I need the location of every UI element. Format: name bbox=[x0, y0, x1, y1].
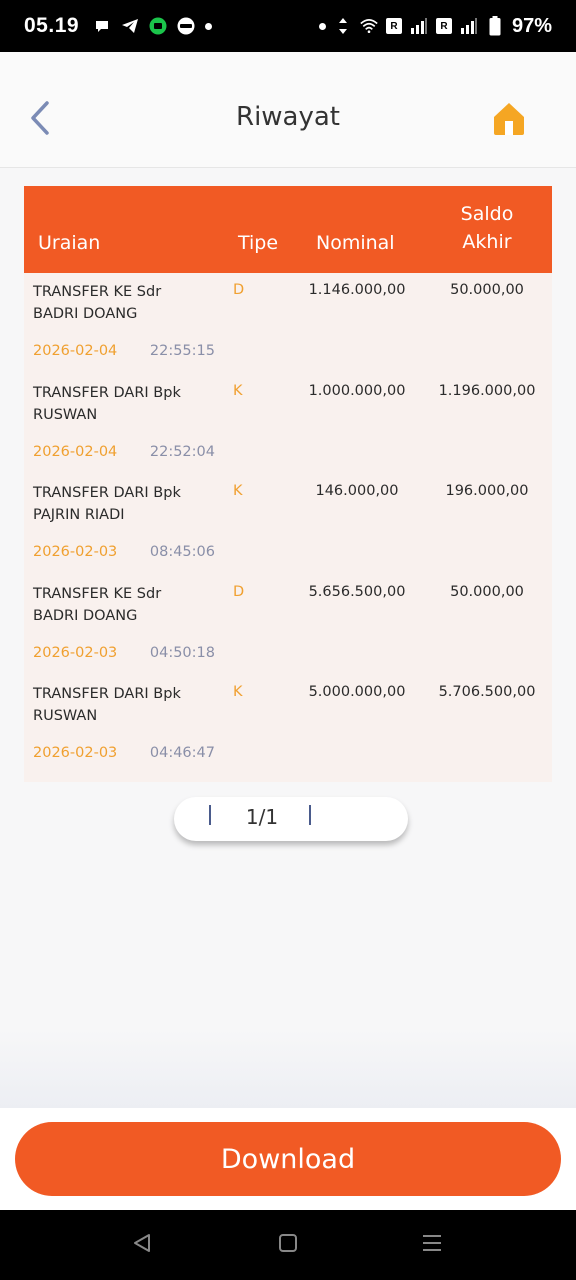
next-page-button[interactable] bbox=[308, 805, 312, 829]
system-icons bbox=[319, 15, 552, 38]
home-button[interactable] bbox=[490, 102, 528, 140]
bottom-fade bbox=[0, 1030, 576, 1110]
row-nominal: 1.000.000,00 bbox=[308, 382, 406, 399]
row-nominal: 1.146.000,00 bbox=[308, 282, 406, 298]
column-header-uraian: Uraian bbox=[38, 232, 101, 254]
row-saldo: 50.000,00 bbox=[450, 583, 524, 600]
row-saldo: 5.706.500,00 bbox=[438, 684, 536, 700]
row-time: 04:50:18 bbox=[149, 644, 215, 661]
table-header bbox=[24, 186, 552, 273]
nav-recents-button[interactable] bbox=[419, 1232, 445, 1258]
row-type: D bbox=[233, 282, 245, 298]
home-icon bbox=[493, 102, 525, 140]
dot-icon bbox=[205, 23, 212, 30]
column-header-saldo-akhir: Saldo Akhir bbox=[460, 203, 514, 253]
row-saldo: 1.196.000,00 bbox=[438, 382, 536, 399]
notification-icons bbox=[93, 17, 212, 35]
page-indicator: 1/1 bbox=[245, 805, 279, 829]
signal-icon bbox=[460, 17, 478, 35]
table-row[interactable] bbox=[24, 273, 552, 374]
table-row[interactable] bbox=[24, 374, 552, 475]
row-date: 2026-02-03 bbox=[33, 544, 118, 560]
history-table bbox=[24, 186, 552, 782]
table-row[interactable] bbox=[24, 474, 552, 575]
column-header-nominal: Nominal bbox=[316, 232, 395, 254]
row-date: 2026-02-04 bbox=[33, 443, 118, 460]
row-nominal: 5.656.500,00 bbox=[308, 583, 406, 600]
battery-icon bbox=[486, 17, 504, 35]
row-description: TRANSFER KE Sdr BADRI DOANG bbox=[33, 585, 162, 624]
app-header bbox=[0, 52, 576, 168]
table-row[interactable] bbox=[24, 675, 552, 776]
column-header-tipe: Tipe bbox=[238, 232, 279, 254]
data-arrows-icon bbox=[334, 17, 352, 35]
nav-home-button[interactable] bbox=[275, 1232, 301, 1258]
row-description: TRANSFER KE Sdr BADRI DOANG bbox=[33, 284, 162, 322]
row-type: D bbox=[233, 583, 245, 600]
row-saldo: 196.000,00 bbox=[445, 483, 529, 499]
triangle-back-icon bbox=[131, 1232, 153, 1258]
telegram-icon bbox=[121, 17, 139, 35]
row-type: K bbox=[233, 382, 243, 399]
row-saldo: 50.000,00 bbox=[450, 282, 524, 298]
divider-bar-icon bbox=[309, 805, 311, 825]
download-button[interactable]: Download bbox=[15, 1122, 561, 1196]
battery-level: 97% bbox=[511, 14, 552, 37]
row-date: 2026-02-04 bbox=[33, 343, 118, 359]
row-time: 08:45:06 bbox=[149, 544, 215, 560]
square-home-icon bbox=[277, 1232, 299, 1258]
dot-icon bbox=[319, 23, 326, 30]
table-body bbox=[24, 273, 552, 782]
signal-icon bbox=[410, 17, 428, 35]
system-nav-bar bbox=[0, 1210, 576, 1280]
divider-bar-icon bbox=[209, 805, 211, 825]
pagination bbox=[174, 797, 408, 841]
wifi-icon bbox=[360, 17, 378, 35]
row-time: 22:52:04 bbox=[149, 443, 215, 460]
row-nominal: 146.000,00 bbox=[315, 483, 399, 499]
green-app-icon bbox=[149, 17, 167, 35]
row-description: TRANSFER DARI Bpk RUSWAN bbox=[33, 384, 181, 423]
row-date: 2026-02-03 bbox=[33, 644, 118, 661]
row-type: K bbox=[233, 483, 243, 499]
chat-bubble-icon bbox=[93, 17, 111, 35]
row-type: K bbox=[233, 684, 243, 700]
previous-page-button[interactable] bbox=[208, 805, 212, 829]
table-row[interactable] bbox=[24, 575, 552, 676]
status-time: 05.19 bbox=[24, 14, 80, 37]
page-title: Riwayat bbox=[236, 102, 340, 132]
row-time: 04:46:47 bbox=[149, 745, 215, 761]
row-date: 2026-02-03 bbox=[33, 745, 118, 761]
row-description: TRANSFER DARI Bpk RUSWAN bbox=[33, 686, 181, 724]
row-nominal: 5.000.000,00 bbox=[308, 684, 406, 700]
row-time: 22:55:15 bbox=[149, 343, 215, 359]
round-app-icon bbox=[177, 17, 195, 35]
nav-back-button[interactable] bbox=[129, 1232, 155, 1258]
roaming-r-icon: R bbox=[436, 18, 452, 34]
row-description: TRANSFER DARI Bpk PAJRIN RIADI bbox=[33, 485, 181, 523]
menu-lines-icon bbox=[421, 1232, 443, 1258]
roaming-r-icon: R bbox=[386, 18, 402, 34]
status-bar bbox=[0, 0, 576, 52]
